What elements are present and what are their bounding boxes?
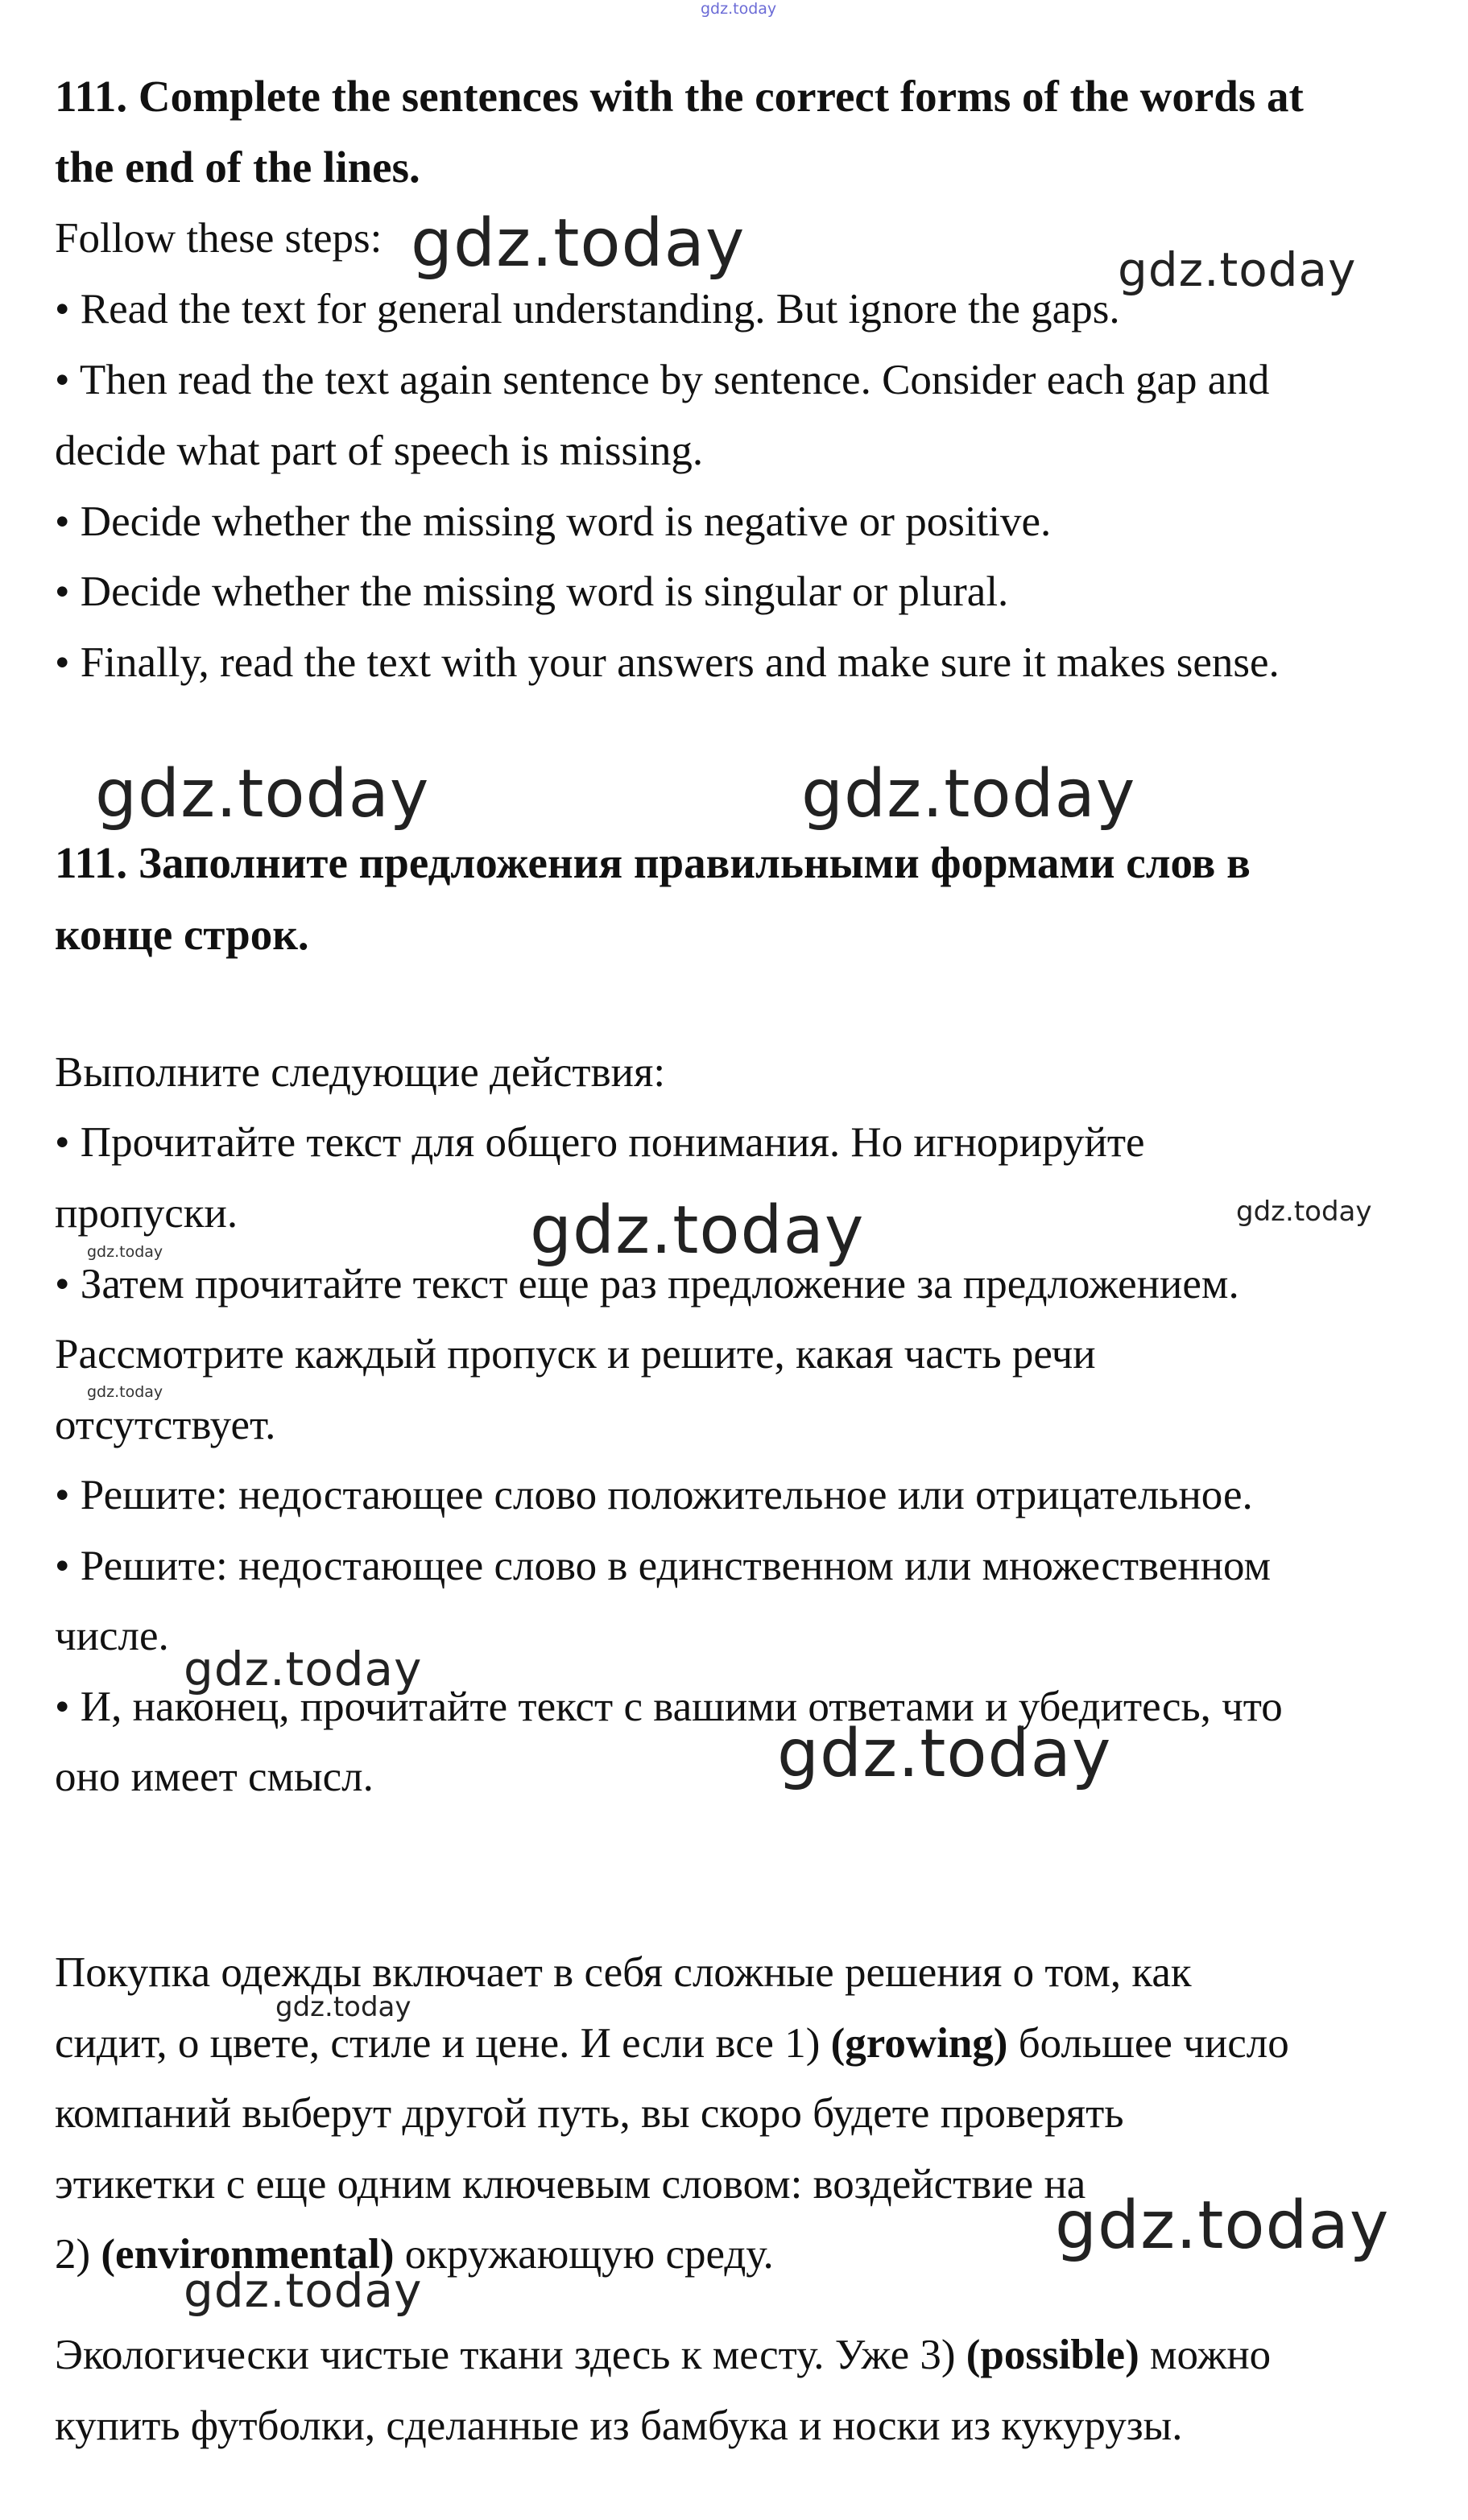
task-heading-ru: 111. Заполните предложения правильными формами слов в — [55, 838, 1251, 887]
answer-text: 2) — [55, 2231, 101, 2278]
watermark: gdz.today — [801, 756, 1136, 832]
instruction-line: • И, наконец, прочитайте текст с вашими ответами и убедитесь, что — [55, 1683, 1283, 1730]
watermark: gdz.today — [87, 1383, 163, 1401]
answer-line: Покупка одежды включает в себя сложные решения о том, как — [55, 1949, 1192, 1996]
watermark: gdz.today — [530, 1192, 865, 1269]
watermark: gdz.today — [1236, 1196, 1372, 1228]
instruction-line: • Затем прочитайте текст еще раз предложение за предложением. — [55, 1261, 1239, 1308]
instruction-line: • Then read the text again sentence by sentence. Consider each gap and — [55, 357, 1270, 403]
instruction-line: • Прочитайте текст для общего понимания. Но игнорируйте — [55, 1119, 1145, 1166]
task-heading-en: the end of the lines. — [55, 143, 420, 192]
watermark: gdz.today — [275, 1991, 411, 2023]
answer-line: купить футболки, сделанные из бамбука и носки из кукурузы. — [55, 2402, 1183, 2449]
task-heading-en: 111. Complete the sentences with the correct forms of the words at — [55, 72, 1304, 121]
answer-line: компаний выберут другой путь, вы скоро будете проверять — [55, 2090, 1124, 2137]
answer-text: Экологически чистые ткани здесь к месту. Уже 3) — [55, 2332, 966, 2378]
answer-keyword: (environmental) — [101, 2231, 395, 2278]
instruction-line: Follow these steps: — [55, 215, 383, 262]
answer-line — [55, 2334, 1271, 2377]
watermark: gdz.today — [777, 1716, 1112, 1792]
instruction-line: • Read the text for general understanding. But ignore the gaps. — [55, 286, 1120, 333]
instruction-line: отсутствует. — [55, 1402, 276, 1448]
answer-keyword: (growing) — [830, 2020, 1008, 2067]
instruction-line: оно имеет смысл. — [55, 1754, 374, 1800]
watermark: gdz.today — [95, 756, 430, 832]
answer-text: сидит, о цвете, стиле и цене. И если все 1) — [55, 2020, 831, 2067]
instruction-line: пропуски. — [55, 1190, 238, 1237]
instruction-line: decide what part of speech is missing. — [55, 428, 704, 474]
instruction-line: • Decide whether the missing word is singular or plural. — [55, 568, 1009, 615]
watermark: gdz.today — [1055, 2187, 1390, 2264]
instruction-line: • Решите: недостающее слово в единственном или множественном — [55, 1543, 1272, 1589]
watermark: gdz.today — [1118, 242, 1357, 297]
answer-line — [55, 2022, 1289, 2065]
watermark: gdz.today — [701, 0, 777, 18]
watermark: gdz.today — [184, 1642, 423, 1696]
instruction-line: числе. — [55, 1613, 169, 1659]
answer-text: большее число — [1007, 2020, 1289, 2067]
instruction-line: • Решите: недостающее слово положительное или отрицательное. — [55, 1472, 1253, 1518]
instruction-line: • Finally, read the text with your answers and make sure it makes sense. — [55, 639, 1280, 686]
watermark: gdz.today — [184, 2263, 423, 2318]
task-heading-ru: конце строк. — [55, 910, 309, 959]
watermark: gdz.today — [87, 1243, 163, 1261]
instruction-line: Рассмотрите каждый пропуск и решите, какая часть речи — [55, 1331, 1096, 1378]
watermark: gdz.today — [411, 205, 746, 282]
answer-text: окружающую среду. — [394, 2231, 774, 2278]
answer-text: можно — [1139, 2332, 1272, 2378]
instruction-line: Выполните следующие действия: — [55, 1049, 666, 1096]
answer-keyword: (possible) — [966, 2332, 1139, 2378]
instruction-line: • Decide whether the missing word is negative or positive. — [55, 498, 1052, 545]
answer-line: этикетки с еще одним ключевым словом: воздействие на — [55, 2161, 1086, 2208]
